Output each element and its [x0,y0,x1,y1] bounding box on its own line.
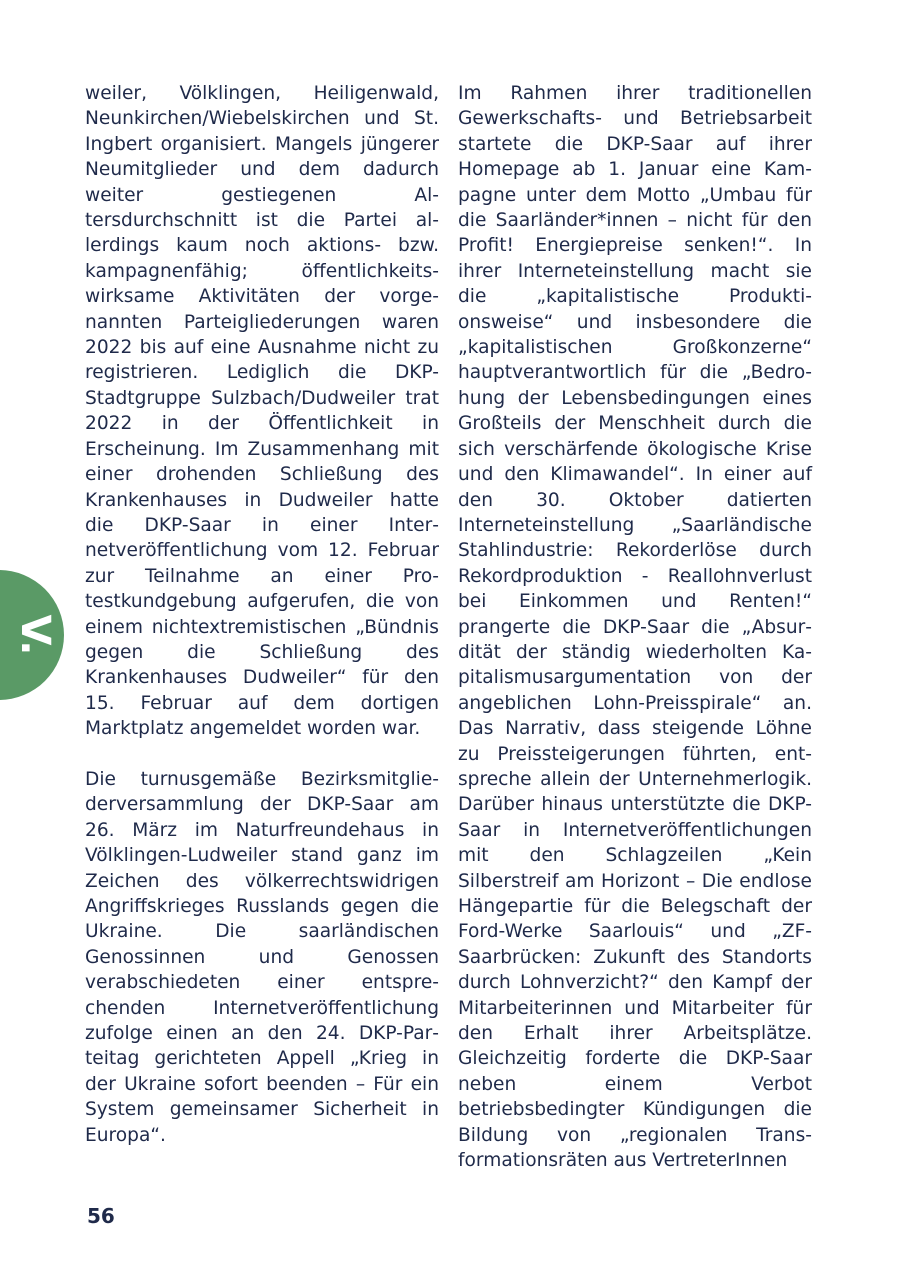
paragraph-left-1: weiler, Völklingen, Heiligenwald, Neunkirchen/Wiebelskirchen und St. Ingbert organisiert. Mangels jüngerer Neumitglieder und dem dadurch weiter gestiegenen Altersdurchschnitt ist die Partei allerdings kaum noch aktions- bzw. kampagnenfähig; öffentlichkeitswirksame Aktivitäten der vorgenannten Parteigliederungen waren 2022 bis auf eine Ausnahme nicht zu registrieren. Lediglich die DKP-Stadtgruppe Sulzbach/Dudweiler trat 2022 in der Öffentlichkeit in Erscheinung. Im Zusammenhang mit einer drohenden Schließung des Krankenhauses in Dudweiler hatte die DKP-Saar in einer Internetveröffentlichung vom 12. Februar zur Teilnahme an einer Protestkundgebung aufgerufen, die von einem nichtextremistischen „Bündnis gegen die Schließung des Krankenhauses Dudweiler“ für den 15. Februar auf dem dortigen Marktplatz angemeldet worden war. [85,83,439,740]
right-text-column [458,81,812,1173]
page-number: 56 [87,1204,115,1228]
paragraph-left-2: Die turnusgemäße Bezirksmitgliederversammlung der DKP-Saar am 26. März im Naturfreundehaus in Völklingen-Ludweiler stand ganz im Zeichen des völkerrechtswidrigen Angriffskrieges Russlands gegen die Ukraine. Die saarländischen Genossinnen und Genossen verabschiedeten einer entsprechenden Internetveröffentlichung zufolge einen an den 24. DKP-Parteitag gerichteten Appell „Krieg in der Ukraine sofort beenden – Für ein System gemeinsamer Sicherheit in Europa“. [85,768,439,1146]
paragraph-right-1: Im Rahmen ihrer traditionellen Gewerkschafts- und Betriebsarbeit startete die DKP-Saar auf ihrer Homepage ab 1. Januar eine Kampagne unter dem Motto „Umbau für die Saarländer*innen – nicht für den Profit! Energiepreise senken!“. In ihrer Interneteinstellung macht sie die „kapitalistische Produktionsweise“ und insbesondere die „kapitalistischen Großkonzerne“ hauptverantwortlich für die „Bedrohung der Lebensbedingungen eines Großteils der Menschheit durch die sich verschärfende ökologische Krise und den Klimawandel“. In einer auf den 30. Oktober datierten Interneteinstellung „Saarländische Stahlindustrie: Rekorderlöse durch Rekordproduktion - Reallohnverlust bei Einkommen und Renten!“ prangerte die DKP-Saar die „Absurdität der ständig wiederholten Kapitalismusargumentation von der angeblichen Lohn-Preisspirale“ an. Das Narrativ, dass steigende Löhne zu Preissteigerungen führten, entspreche allein der Unternehmerlogik. Darüber hinaus unterstützte die DKP-Saar in Internetveröffentlichungen mit den Schlagzeilen „Kein Silberstreif am Horizont – Die endlose Hängepartie für die Belegschaft der Ford-Werke Saarlouis“ und „ZF-Saarbrücken: Zukunft des Standorts durch Lohnverzicht?“ den Kampf der Mitarbeiterinnen und Mitarbeiter für den Erhalt ihrer Arbeitsplätze. Gleichzeitig forderte die DKP-Saar neben einem Verbot betriebsbedingter Kündigungen die Bildung von „regionalen Transformationsräten aus VertreterInnen [458,83,812,1172]
chapter-tab-label: V. [12,614,58,656]
left-text-column [85,81,439,1148]
